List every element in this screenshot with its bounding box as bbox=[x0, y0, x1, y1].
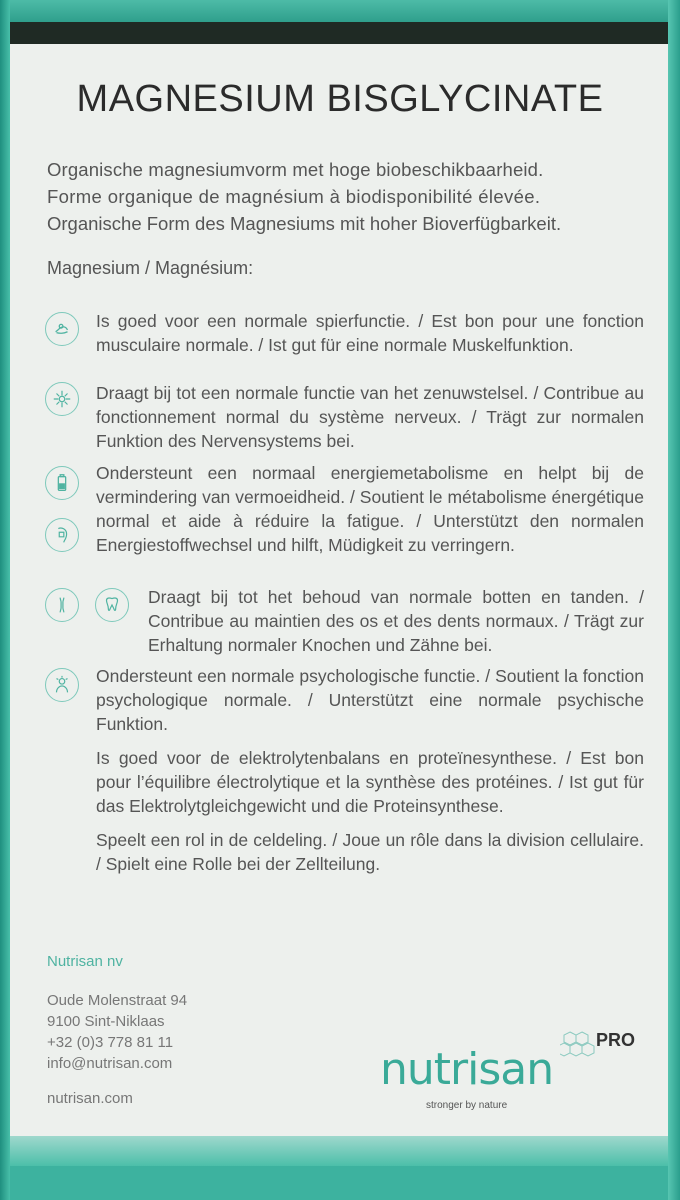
claim-bones-teeth: Draagt bij tot het behoud van normale botten en tanden. / Contribue au maintien des os et des dents normaux. / Trägt zur Erhaltung normaler Knochen und Zähne bei. bbox=[148, 587, 644, 655]
box-bottom-band bbox=[10, 1136, 668, 1166]
intro-line-nl: Organische magnesiumvorm met hoge biobeschikbaarheid. bbox=[47, 159, 544, 180]
claim-psychological: Ondersteunt een normale psychologische functie. / Soutient la fonction psychologique normale. / Unterstützt eine normale psychische Funktion. bbox=[96, 666, 644, 734]
product-title: MAGNESIUM BISGLYCINATE bbox=[76, 78, 604, 120]
company-website: nutrisan.com bbox=[47, 1090, 133, 1107]
intro-text bbox=[47, 156, 647, 237]
intro-line-fr: Forme organique de magnésium à biodisponibilité élevée. bbox=[47, 186, 541, 207]
magnesium-label: Magnesium / Magnésium: bbox=[47, 258, 254, 278]
claim-muscle: Is goed voor een normale spierfunctie. / Est bon pour une fonction musculaire normale. / Ist gut für eine normale Muskelfunktion. bbox=[96, 311, 644, 355]
box-side-right bbox=[668, 0, 680, 1200]
address-street: Oude Molenstraat 94 bbox=[47, 992, 188, 1009]
brand-pro-label: PRO bbox=[596, 1030, 636, 1050]
brand-logo bbox=[380, 1030, 650, 1120]
address-phone: +32 (0)3 778 81 11 bbox=[47, 1034, 174, 1051]
battery-icon bbox=[45, 466, 79, 500]
energy-icon bbox=[45, 518, 79, 552]
address-email: info@nutrisan.com bbox=[47, 1055, 173, 1072]
box-bottom-edge bbox=[10, 1166, 668, 1200]
brand-tagline: stronger by nature bbox=[426, 1100, 508, 1111]
muscle-icon bbox=[45, 312, 79, 346]
claim-energy: Ondersteunt een normaal energiemetabolisme en helpt bij de vermindering van vermoeidheid. / Soutient le métabolisme énergétique normal et aide à réduire la fatigue. / Unterstützt den normalen Energiestoffwechsel und hilft, Müdigkeit zu verringern. bbox=[96, 463, 644, 555]
box-top-dark-band bbox=[10, 22, 668, 44]
intro-line-de: Organische Form des Magnesiums mit hoher Bioverfügbarkeit. bbox=[47, 213, 562, 234]
tooth-icon bbox=[95, 588, 129, 622]
bone-icon bbox=[45, 588, 79, 622]
box-side-left bbox=[0, 0, 10, 1200]
brand-wordmark: nutrisan bbox=[380, 1044, 554, 1095]
claim-nervous-system: Draagt bij tot een normale functie van het zenuwstelsel. / Contribue au fonctionnement normal du système nerveux. / Trägt zur normalen Funktion des Nervensystems bei. bbox=[96, 383, 644, 451]
box-top-strip bbox=[10, 0, 668, 22]
nerve-icon bbox=[45, 382, 79, 416]
company-name: Nutrisan nv bbox=[47, 953, 123, 970]
address-city: 9100 Sint-Niklaas bbox=[47, 1013, 165, 1030]
claim-electrolytes: Is goed voor de elektrolytenbalans en proteïnesynthese. / Est bon pour l’équilibre électrolytique et la synthèse des protéines. / Ist gut für das Elektrolytgleichgewicht und die Proteinsynthese. bbox=[96, 748, 644, 816]
hexagon-pattern-icon bbox=[560, 1030, 600, 1070]
claim-cell-division: Speelt een rol in de celdeling. / Joue un rôle dans la division cellulaire. / Spielt eine Rolle bei der Zellteilung. bbox=[96, 830, 644, 874]
company-address bbox=[47, 990, 187, 1074]
psychology-icon bbox=[45, 668, 79, 702]
